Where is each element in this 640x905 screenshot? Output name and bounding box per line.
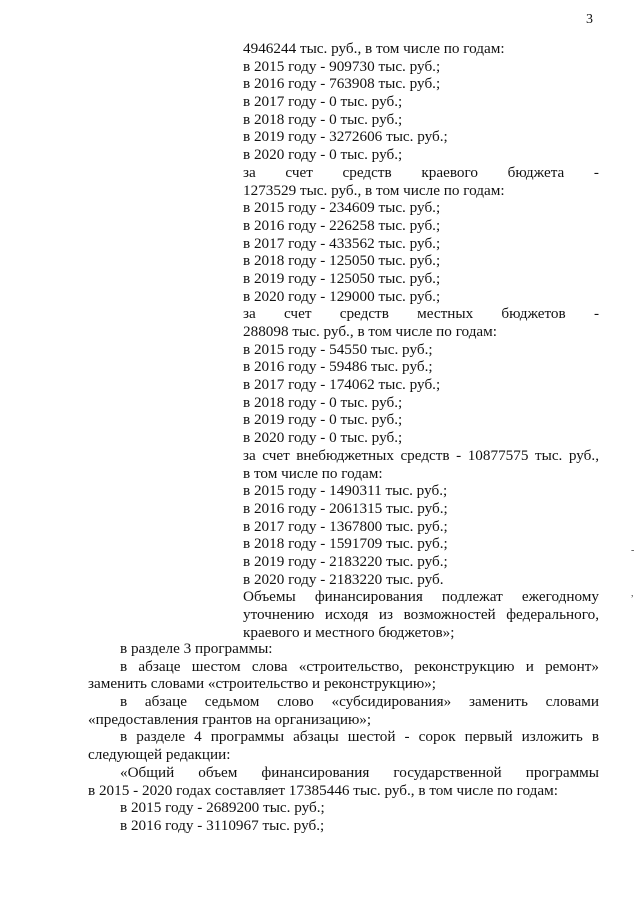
funding-line: в 2016 году - 763908 тыс. руб.; <box>243 75 441 93</box>
amendment-line: в 2015 году - 2689200 тыс. руб.; <box>120 799 325 817</box>
funding-line: в 2016 году - 59486 тыс. руб.; <box>243 358 433 376</box>
funding-line: в 2019 году - 0 тыс. руб.; <box>243 411 403 429</box>
amendment-line: в 2016 году - 3110967 тыс. руб.; <box>120 816 325 834</box>
funding-line: в 2020 году - 129000 тыс. руб.; <box>243 287 441 305</box>
funding-line: в 2016 году - 2061315 тыс. руб.; <box>243 499 448 517</box>
funding-line: в 2019 году - 125050 тыс. руб.; <box>243 269 441 287</box>
funding-line: в 2017 году - 174062 тыс. руб.; <box>243 376 441 394</box>
margin-mark: ‐ <box>631 545 635 556</box>
funding-line: 4946244 тыс. руб., в том числе по годам: <box>243 40 505 57</box>
funding-line: уточнению исходя из возможностей федерального, <box>243 606 599 623</box>
margin-mark: , <box>631 588 634 599</box>
amendment-line: в разделе 3 программы: <box>120 640 273 657</box>
amendment-line: в 2015 - 2020 годах составляет 17385446 тыс. руб., в том числе по годам: <box>88 781 558 799</box>
funding-line: в 2020 году - 0 тыс. руб.; <box>243 146 403 164</box>
funding-line: 1273529 тыс. руб., в том числе по годам: <box>243 181 505 199</box>
amendment-line: следующей редакции: <box>88 746 231 764</box>
amendment-line: в разделе 4 программы абзацы шестой - сорок первый изложить в <box>120 728 599 746</box>
funding-line: 288098 тыс. руб., в том числе по годам: <box>243 323 498 340</box>
funding-line: в 2018 году - 1591709 тыс. руб.; <box>243 535 448 553</box>
funding-line: за счет средств краевого бюджета - <box>243 163 599 181</box>
funding-line: Объемы финансирования подлежат ежегодному <box>243 588 599 606</box>
funding-line: в 2017 году - 433562 тыс. руб.; <box>243 234 441 252</box>
funding-line: в 2015 году - 1490311 тыс. руб.; <box>243 482 448 500</box>
amendment-line: заменить словами «строительство и реконструкцию»; <box>88 675 436 693</box>
funding-sources-block <box>243 40 599 641</box>
amendment-line: в абзаце шестом слова «строительство, реконструкцию и ремонт» <box>120 657 599 675</box>
funding-line: за счет средств местных бюджетов - <box>243 305 599 323</box>
funding-line: в 2015 году - 909730 тыс. руб.; <box>243 57 441 75</box>
funding-line: в 2020 году - 0 тыс. руб.; <box>243 429 403 447</box>
amendment-line: «предоставления грантов на организацию»; <box>88 710 372 728</box>
amendments-section <box>88 640 599 835</box>
funding-line: краевого и местного бюджетов»; <box>243 623 455 641</box>
page-number: 3 <box>586 12 593 27</box>
funding-line: в 2017 году - 0 тыс. руб.; <box>243 93 403 111</box>
funding-line: в 2018 году - 125050 тыс. руб.; <box>243 252 441 270</box>
funding-line: в 2016 году - 226258 тыс. руб.; <box>243 216 441 234</box>
funding-line: в 2019 году - 2183220 тыс. руб.; <box>243 552 448 570</box>
funding-line: в 2017 году - 1367800 тыс. руб.; <box>243 517 448 535</box>
funding-line: в 2020 году - 2183220 тыс. руб. <box>243 570 444 588</box>
funding-line: в 2018 году - 0 тыс. руб.; <box>243 110 403 128</box>
amendment-line: «Общий объем финансирования государственной программы <box>120 763 599 781</box>
funding-line: за счет внебюджетных средств - 10877575 тыс. руб., <box>243 446 599 464</box>
funding-line: в 2015 году - 234609 тыс. руб.; <box>243 199 441 217</box>
funding-line: в 2018 году - 0 тыс. руб.; <box>243 393 403 411</box>
amendment-line: в абзаце седьмом слово «субсидирования» заменить словами <box>120 693 599 711</box>
funding-line: в том числе по годам: <box>243 464 383 482</box>
funding-line: в 2019 году - 3272606 тыс. руб.; <box>243 128 448 146</box>
funding-line: в 2015 году - 54550 тыс. руб.; <box>243 340 433 358</box>
